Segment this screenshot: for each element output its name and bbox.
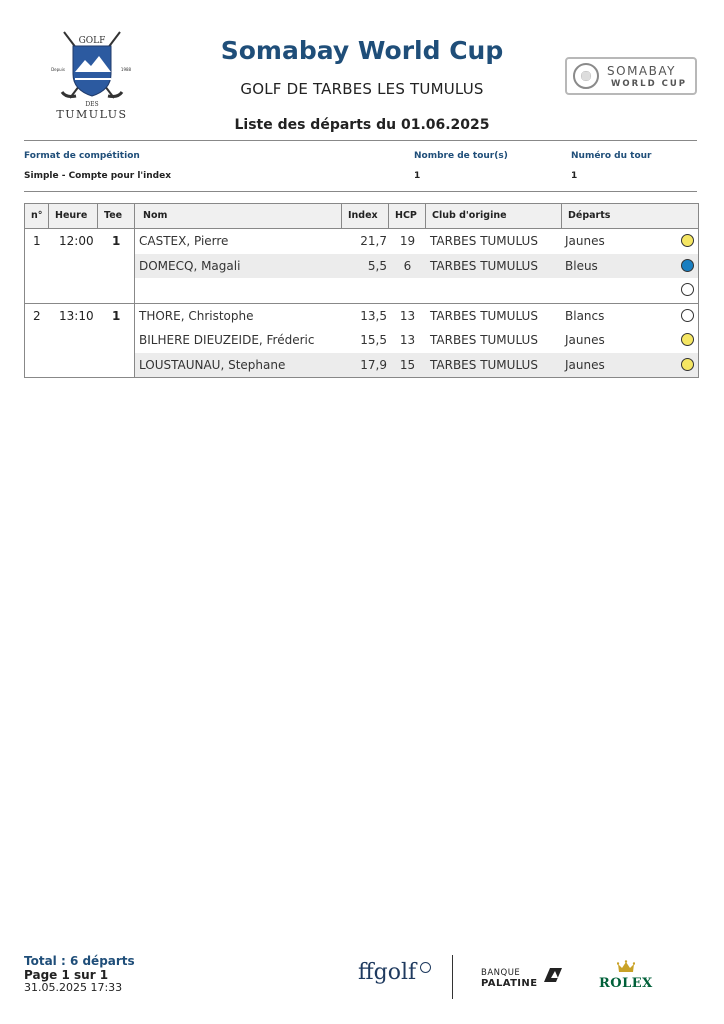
col-header-time: Heure bbox=[49, 204, 98, 228]
player-name: CASTEX, Pierre bbox=[139, 234, 229, 248]
player-tee-color: Bleus bbox=[565, 258, 598, 273]
logo-des-text: DES bbox=[85, 101, 99, 108]
somabay-ring-icon bbox=[573, 63, 599, 89]
col-header-index: Index bbox=[342, 204, 389, 228]
table-row bbox=[135, 328, 698, 353]
player-index: 5,5 bbox=[367, 258, 387, 273]
tee-group bbox=[25, 229, 698, 304]
table-header bbox=[25, 204, 698, 229]
col-header-no: n° bbox=[25, 204, 49, 228]
group-info bbox=[25, 229, 135, 303]
logo-tumulus-text: TUMULUS bbox=[56, 108, 128, 121]
table-row bbox=[135, 254, 698, 279]
tumulus-logo-icon bbox=[44, 28, 140, 124]
col-header-club: Club d'origine bbox=[426, 204, 562, 228]
player-name: THORE, Christophe bbox=[139, 308, 254, 323]
player-index: 15,5 bbox=[360, 333, 387, 347]
logo-year-left: Depuis bbox=[51, 67, 65, 72]
player-index: 21,7 bbox=[360, 234, 387, 248]
player-hcp bbox=[389, 278, 426, 303]
col-header-tee: Tee bbox=[98, 204, 135, 228]
rolex-logo: ROLEX bbox=[599, 976, 653, 991]
table-row bbox=[135, 278, 698, 303]
group-tee: 1 bbox=[112, 308, 121, 323]
group-info bbox=[25, 304, 135, 378]
rolex-crown-icon bbox=[617, 960, 635, 974]
tee-color-marker-icon bbox=[681, 309, 694, 322]
player-club: TARBES TUMULUS bbox=[430, 357, 538, 372]
player-name: LOUSTAUNAU, Stephane bbox=[139, 357, 286, 372]
event-title: Somabay World Cup bbox=[220, 36, 504, 65]
banque-palatine-icon bbox=[542, 966, 564, 984]
rounds-value: 1 bbox=[414, 171, 421, 181]
group-number: 1 bbox=[33, 234, 41, 248]
player-tee-color: Jaunes bbox=[565, 333, 605, 347]
player-index: 17,9 bbox=[360, 357, 387, 372]
player-name: BILHERE DIEUZEIDE, Fréderic bbox=[139, 333, 315, 347]
tee-color-marker-icon bbox=[681, 358, 694, 371]
player-club: TARBES TUMULUS bbox=[430, 234, 538, 248]
banque-palatine-line2: PALATINE bbox=[481, 978, 538, 989]
print-date: 31.05.2025 17:33 bbox=[24, 981, 123, 994]
format-label: Format de compétition bbox=[24, 151, 140, 161]
somabay-logo-line2: WORLD CUP bbox=[611, 79, 687, 89]
group-time: 12:00 bbox=[59, 234, 94, 248]
player-tee-color: Jaunes bbox=[565, 357, 605, 372]
club-logo bbox=[44, 28, 140, 124]
group-tee: 1 bbox=[112, 234, 121, 248]
footer-separator bbox=[452, 955, 453, 999]
player-tee-color: Jaunes bbox=[565, 234, 605, 248]
player-tee-color: Blancs bbox=[565, 308, 605, 323]
somabay-logo bbox=[565, 57, 697, 95]
total-starts: Total : 6 départs bbox=[24, 954, 135, 968]
tee-color-marker-icon bbox=[681, 333, 694, 346]
player-hcp: 15 bbox=[399, 357, 416, 372]
player-hcp: 13 bbox=[399, 308, 416, 323]
page-number: Page 1 sur 1 bbox=[24, 968, 109, 982]
start-list-table bbox=[24, 203, 699, 378]
logo-golf-text: GOLF bbox=[78, 36, 106, 46]
player-index: 13,5 bbox=[360, 308, 387, 323]
rounds-label: Nombre de tour(s) bbox=[414, 151, 508, 161]
ffgolf-logo: ffgolf bbox=[358, 960, 417, 985]
player-club: TARBES TUMULUS bbox=[430, 333, 538, 347]
logo-year-right: 1988 bbox=[120, 67, 132, 72]
player-index bbox=[342, 278, 387, 303]
group-time: 13:10 bbox=[59, 308, 94, 323]
somabay-logo-line1: SOMABAY bbox=[607, 64, 676, 78]
table-row bbox=[135, 304, 698, 329]
table-row bbox=[135, 353, 698, 378]
divider bbox=[24, 191, 697, 192]
player-hcp: 6 bbox=[403, 258, 412, 273]
player-club: TARBES TUMULUS bbox=[430, 308, 538, 323]
player-name: DOMECQ, Magali bbox=[139, 258, 241, 273]
format-value: Simple - Compte pour l'index bbox=[24, 171, 172, 181]
col-header-departs: Départs bbox=[568, 210, 611, 221]
tee-color-marker-icon bbox=[681, 234, 694, 247]
tee-color-marker-icon bbox=[681, 283, 694, 296]
round-number-value: 1 bbox=[571, 171, 578, 181]
col-header-name: Nom bbox=[135, 204, 342, 228]
page-subtitle: Liste des départs du 01.06.2025 bbox=[234, 117, 490, 133]
player-hcp: 19 bbox=[399, 234, 416, 248]
player-hcp: 13 bbox=[399, 333, 416, 347]
table-row bbox=[135, 229, 698, 254]
player-club: TARBES TUMULUS bbox=[430, 258, 538, 273]
col-header-hcp: HCP bbox=[389, 204, 426, 228]
round-number-label: Numéro du tour bbox=[571, 151, 652, 161]
tee-group bbox=[25, 304, 698, 378]
divider bbox=[24, 140, 697, 141]
tee-color-marker-icon bbox=[681, 259, 694, 272]
banque-palatine-line1: BANQUE bbox=[481, 968, 521, 978]
group-number: 2 bbox=[33, 308, 41, 323]
venue-name: GOLF DE TARBES LES TUMULUS bbox=[240, 80, 484, 98]
ffgolf-mark-icon bbox=[420, 962, 431, 973]
